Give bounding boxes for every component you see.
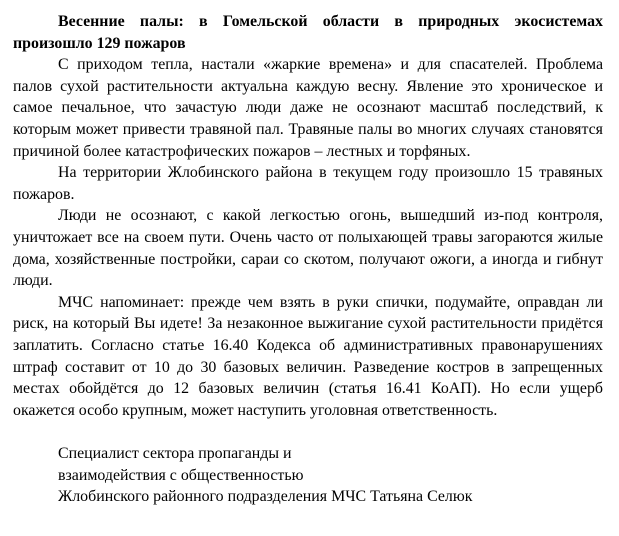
signature-block xyxy=(13,443,603,508)
article-paragraph-1: С приходом тепла, настали «жаркие времена» и для спасателей. Проблема палов сухой растительности актуальна каждую весну. Явление это хроническое и самое печальное, что зачастую люди даже не осознают масштаб последствий, к которым может привести травяной пал. Травяные палы во многих случаях становятся причиной более катастрофических пожаров – лестных и торфяных. xyxy=(13,56,603,160)
article-paragraph-2: На территории Жлобинского района в текущем году произошло 15 травяных пожаров. xyxy=(13,164,603,203)
signature-line-3: Жлобинского районного подразделения МЧС Татьяна Селюк xyxy=(58,488,473,506)
document-body xyxy=(13,11,603,508)
signature-line-2: взаимодействия с общественностью xyxy=(58,466,304,484)
article-title: Весенние палы: в Гомельской области в природных экосистемах произошло 129 пожаров xyxy=(13,13,603,52)
signature-spacer xyxy=(13,421,603,443)
article-paragraph-3: Люди не осознают, с какой легкостью огонь, вышедший из-под контроля, уничтожает все на своем пути. Очень часто от полыхающей травы загораются жилые дома, хозяйственные постройки, сараи со скотом, получают ожоги, а иногда и гибнут люди. xyxy=(13,207,603,290)
article-paragraph-4: МЧС напоминает: прежде чем взять в руки спички, подумайте, оправдан ли риск, на который Вы идете! За незаконное выжигание сухой растительности придётся заплатить. Согласно статье 16.40 Кодекса об административных правонарушениях штраф составит от 10 до 30 базовых величин. Разведение костров в запрещенных местах обойдётся до 12 базовых величин (статья 16.41 КоАП). Но если ущерб окажется особо крупным, может наступить уголовная ответственность. xyxy=(13,293,603,419)
signature-line-1: Специалист сектора пропаганды и xyxy=(58,445,292,463)
